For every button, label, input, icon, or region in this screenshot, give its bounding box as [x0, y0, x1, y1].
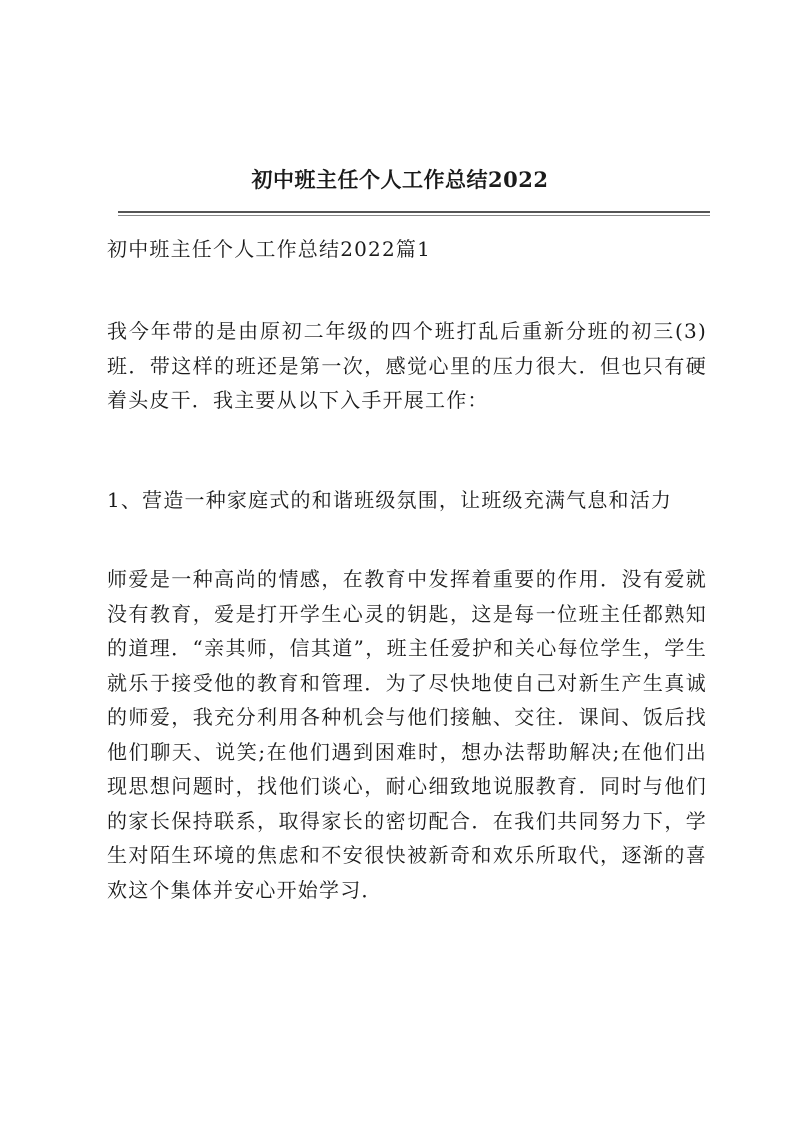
- teacher-love-paragraph: 师爱是一种高尚的情感，在教育中发挥着重要的作用．没有爱就没有教育，爱是打开学生心灵的钥匙，这是每一位班主任都熟知的道理．“亲其师，信其道”，班主任爱护和关心每位学生，学生就乐于接受他的教育和管理．为了尽快地使自己对新生产生真诚的师爱，我充分利用各种机会与他们接触、交往．课间、饭后找他们聊天、说笑;在他们遇到困难时，想办法帮助解决;在他们出现思想问题时，找他们谈心，耐心细致地说服教育．同时与他们的家长保持联系，取得家长的密切配合．在我们共同努力下，学生对陌生环境的焦虑和不安很快被新奇和欢乐所取代，逐渐的喜欢这个集体并安心开始学习．: [107, 567, 707, 902]
- section-heading: 初中班主任个人工作总结2022篇1: [107, 237, 432, 261]
- intro-paragraph: 我今年带的是由原初二年级的四个班打乱后重新分班的初三(3)班．带这样的班还是第一次，感觉心里的压力很大．但也只有硬着头皮干．我主要从以下入手开展工作：: [107, 319, 707, 412]
- document-title: 初中班主任个人工作总结2022: [251, 167, 549, 192]
- title-divider: [118, 211, 710, 213]
- title-divider-thin: [118, 215, 710, 216]
- item-1-heading: 1、营造一种家庭式的和谐班级氛围，让班级充满气息和活力: [107, 488, 673, 512]
